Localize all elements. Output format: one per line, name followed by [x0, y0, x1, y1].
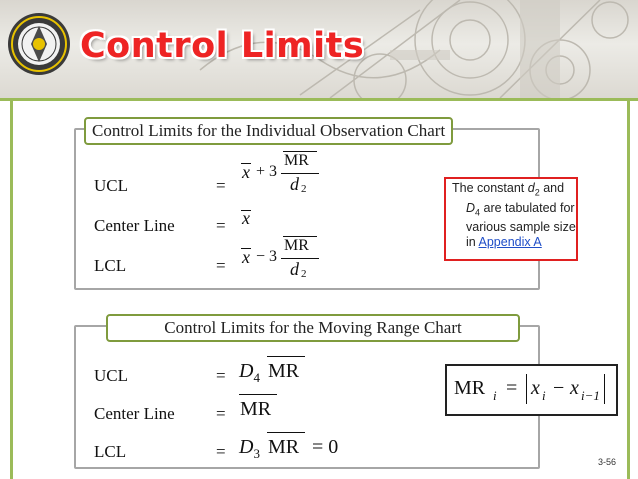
mr-center-overline	[239, 394, 277, 395]
moving-range-chart-heading: Control Limits for the Moving Range Chart	[106, 314, 520, 342]
callout-text-a: The constant	[452, 181, 528, 195]
mr-lcl-equals: =	[216, 442, 226, 461]
ucl-label: UCL	[94, 176, 128, 195]
callout-line-4	[452, 235, 576, 250]
page-title: Control Limits	[80, 26, 365, 66]
individual-chart-heading: Control Limits for the Individual Observation Chart	[84, 117, 453, 145]
mr-ucl-label: UCL	[94, 366, 128, 385]
mr-center-equals: =	[216, 404, 226, 423]
mr-ucl-d-subscript: 4	[253, 370, 260, 385]
frame-right-border	[627, 101, 630, 479]
formula-x-i: x	[531, 377, 540, 399]
ucl-fraction-bar	[281, 173, 319, 174]
lcl-equals: =	[216, 256, 226, 275]
lcl-minus-three: − 3	[256, 248, 278, 265]
callout-d2-sub: 2	[534, 187, 540, 198]
mr-lcl-mr: MR	[268, 436, 300, 458]
formula-mr: MR	[454, 377, 486, 399]
center-line-label: Center Line	[94, 216, 175, 235]
callout-d2: d	[527, 181, 535, 195]
mr-lcl-overline	[267, 432, 305, 433]
ucl-mr: MR	[284, 152, 309, 169]
callout-text-c: are tabulated for	[480, 200, 575, 215]
mr-lcl-label: LCL	[94, 442, 127, 461]
appendix-a-link[interactable]: Appendix A	[478, 235, 542, 249]
callout-line-2	[452, 201, 576, 221]
mr-center-label: Center Line	[94, 404, 175, 423]
ucl-equals: =	[216, 176, 226, 195]
mr-lcl-equals-zero: = 0	[312, 436, 339, 458]
lcl-x: x	[242, 247, 250, 267]
callout-line-3: various sample size	[466, 220, 576, 234]
callout-d4: D	[466, 200, 476, 215]
frame-left-border	[10, 101, 13, 479]
callout-text-b: and	[539, 181, 565, 195]
formula-x-i-minus-1-subscript: i−1	[581, 388, 600, 403]
lcl-label: LCL	[94, 256, 127, 275]
formula-minus: −	[553, 377, 565, 399]
page-number: 3-56	[598, 457, 617, 467]
formula-x-i-subscript: i	[542, 388, 546, 403]
ucl-d: d	[290, 174, 299, 194]
mr-lcl-d: D	[239, 436, 254, 458]
abs-bar-left	[526, 374, 527, 404]
center-line-x: x	[242, 208, 250, 228]
ucl-x: x	[242, 162, 250, 182]
lcl-mr: MR	[284, 237, 309, 254]
mr-lcl-d3	[239, 436, 260, 462]
lcl-d: d	[290, 259, 299, 279]
formula-equals: =	[506, 377, 518, 399]
ucl-plus-three: + 3	[256, 163, 278, 180]
callout-text-d: in	[466, 235, 479, 249]
formula-mr-subscript: i	[493, 388, 497, 403]
abs-bar-right	[604, 374, 605, 404]
callout-line-1	[452, 181, 576, 201]
header-divider	[0, 98, 638, 101]
ucl-d-subscript: 2	[301, 183, 307, 195]
mr-ucl-overline	[267, 356, 305, 357]
header-banner	[0, 0, 638, 98]
center-line-equals: =	[216, 216, 226, 235]
mr-center-mr: MR	[240, 398, 272, 420]
mr-ucl-equals: =	[216, 366, 226, 385]
mr-ucl-d4	[239, 360, 260, 386]
callout-d4-sub: 4	[475, 207, 481, 217]
lcl-d-subscript: 2	[301, 268, 307, 280]
university-seal-logo	[7, 12, 71, 76]
constants-callout	[444, 177, 578, 261]
mr-lcl-d-subscript: 3	[253, 446, 260, 461]
lcl-fraction-bar	[281, 258, 319, 259]
mr-ucl-d: D	[239, 360, 254, 382]
formula-x-i-minus-1: x	[570, 377, 579, 399]
mr-ucl-mr: MR	[268, 360, 300, 382]
